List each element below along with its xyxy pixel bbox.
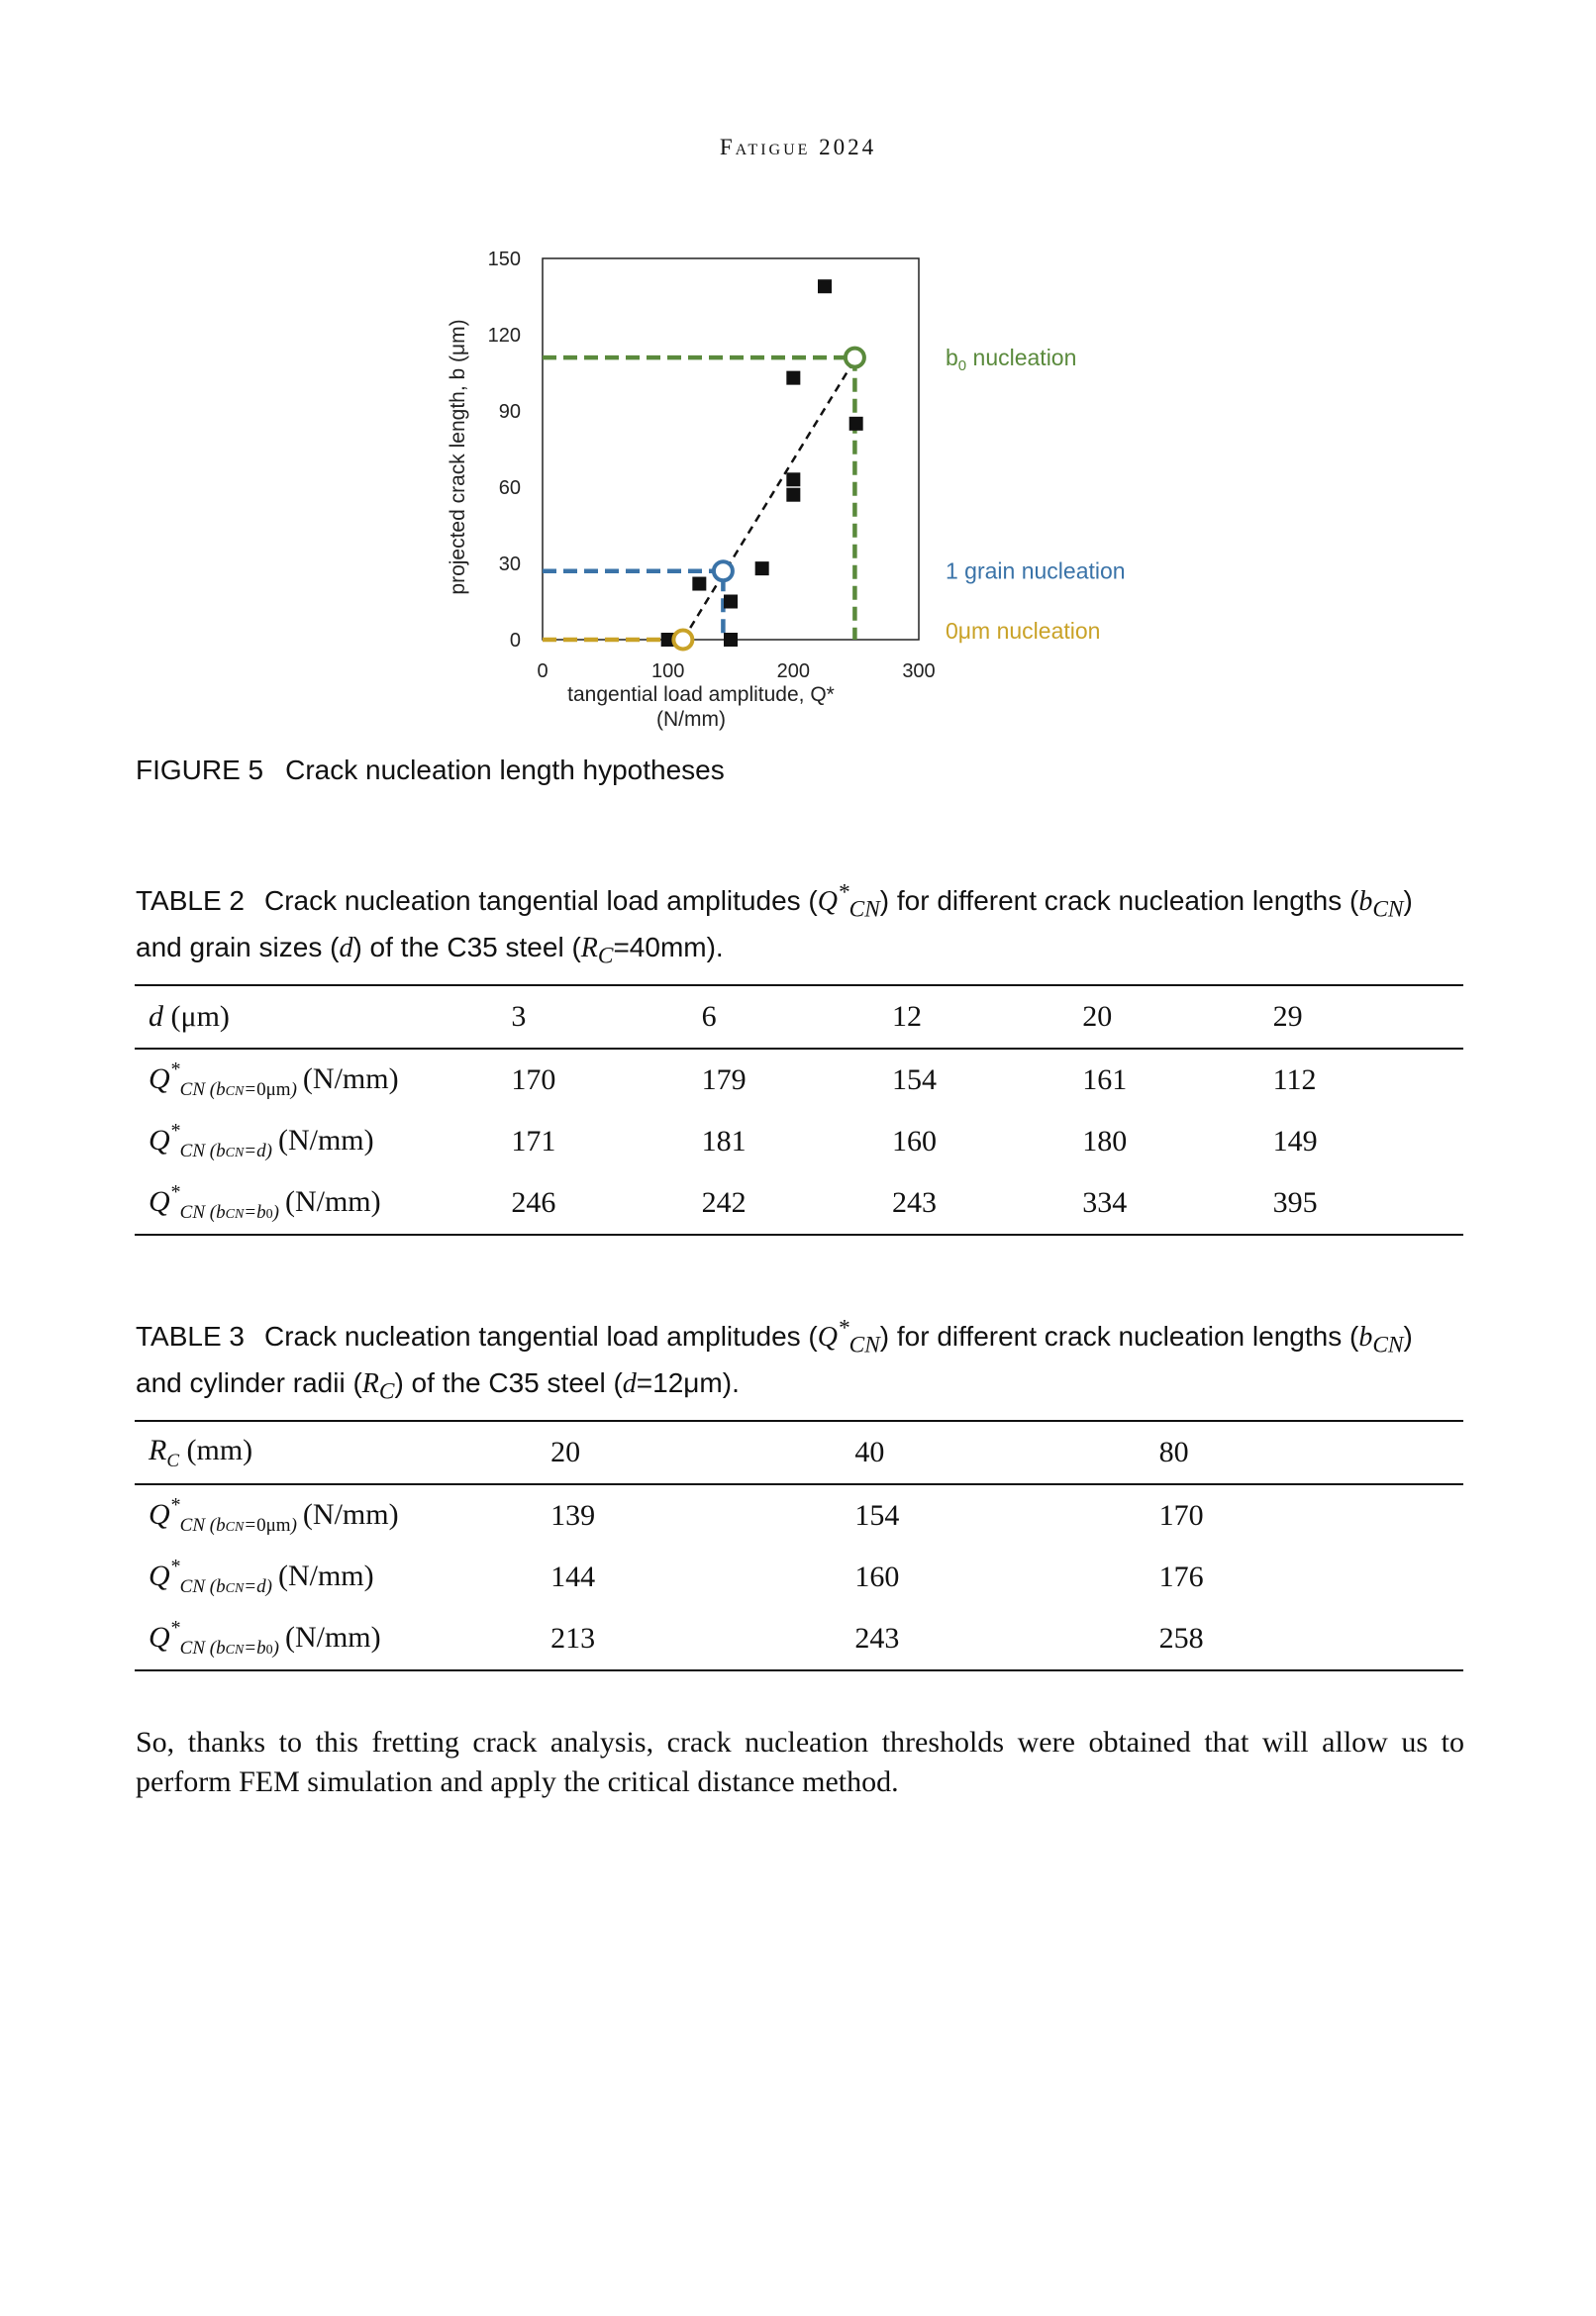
table-2-caption (136, 875, 1462, 975)
data-point (724, 595, 738, 609)
table-cell: 242 (702, 1172, 892, 1235)
table-header-cell: 3 (511, 985, 701, 1049)
trend-line (683, 357, 856, 640)
table-cell: 112 (1272, 1063, 1317, 1096)
table-row-label: $Q^*_{CN (bCN=d)}$ (N/mm) (149, 1555, 374, 1597)
data-point (786, 472, 800, 486)
y-tick-label: 0 (509, 630, 521, 652)
data-point (786, 371, 800, 385)
table-cell: 179 (701, 1063, 747, 1096)
table-row (135, 1547, 1463, 1608)
table-row (135, 1484, 1463, 1547)
table-cell: 181 (701, 1125, 747, 1158)
table-3 (135, 1420, 1463, 1671)
annotation-1-grain-nucleation: 1 grain nucleation (946, 557, 1126, 584)
y-axis-title: projected crack length, b (μm) (447, 319, 469, 595)
x-tick-label: 0 (537, 660, 549, 682)
table-cell: 258 (1159, 1608, 1463, 1670)
table-cell: 334 (1082, 1172, 1272, 1235)
y-tick-label: 150 (487, 249, 521, 270)
table-row (135, 1608, 1463, 1670)
closing-paragraph: So, thanks to this fretting crack analysis, crack nucleation thresholds were obtained that will allow us to perform FEM simulation and apply the critical distance method. (136, 1726, 1464, 1798)
table-header-row (135, 1421, 1463, 1484)
table-cell: 180 (1082, 1125, 1128, 1158)
y-tick-label: 30 (498, 554, 521, 575)
table-cell: 243 (854, 1608, 1158, 1670)
table-header-label: $R_C$ (mm) (135, 1421, 550, 1484)
table-row-label: $Q^*_{CN (bCN=b0)}$ (N/mm) (135, 1172, 511, 1235)
table-cell: 246 (511, 1172, 701, 1235)
hypothesis-marker (846, 349, 864, 367)
x-axis-title-line2: (N/mm) (656, 708, 726, 731)
table-3-caption-number: TABLE 3 (136, 1321, 245, 1353)
table-header-cell: 40 (854, 1421, 1158, 1484)
table-cell: 139 (550, 1499, 596, 1532)
annotation-b0-nucleation: $b_0$ nucleation (946, 345, 1077, 375)
hypothesis-marker (714, 561, 733, 580)
table-header-cell: 6 (702, 985, 892, 1049)
table-row (135, 1049, 1463, 1111)
table-row (135, 1111, 1463, 1172)
table-row-label: $Q^*_{CN (bCN=d)}$ (N/mm) (149, 1119, 374, 1161)
figure-caption-number: FIGURE 5 (136, 755, 264, 785)
table-row (135, 1172, 1463, 1235)
data-point (692, 577, 706, 591)
scatter-plot (436, 233, 1188, 748)
table-header-row (135, 985, 1463, 1049)
table-cell: 395 (1273, 1172, 1463, 1235)
table-cell: 171 (511, 1125, 556, 1158)
data-point (724, 633, 738, 647)
data-point (849, 417, 863, 431)
plot-frame (543, 258, 919, 640)
table-header-cell: 80 (1159, 1421, 1463, 1484)
table-cell: 154 (891, 1063, 937, 1096)
table-header-label: d (μm) (135, 985, 511, 1049)
table-cell: 161 (1082, 1063, 1128, 1096)
table-row-label: $Q^*_{CN (bCN=0\mu m)}$ (N/mm) (149, 1493, 399, 1536)
data-point (786, 488, 800, 502)
table-cell: 170 (1158, 1499, 1204, 1532)
figure-5-chart (436, 233, 1188, 748)
x-axis-title-line1: tangential load amplitude, Q* (567, 683, 835, 706)
table-cell: 160 (891, 1125, 937, 1158)
x-tick-label: 200 (776, 660, 811, 682)
table-header-cell: 20 (1082, 985, 1272, 1049)
table-header-cell: 29 (1273, 985, 1463, 1049)
table-2-caption-number: TABLE 2 (136, 885, 245, 917)
data-point (755, 561, 769, 575)
table-cell: 149 (1272, 1125, 1318, 1158)
y-tick-label: 60 (498, 477, 521, 499)
table-row-label: $Q^*_{CN (bCN=b0)}$ (N/mm) (135, 1608, 550, 1670)
figure-caption-text: Crack nucleation length hypotheses (285, 755, 725, 785)
table-cell: 213 (550, 1608, 854, 1670)
table-cell: 154 (854, 1499, 900, 1532)
table-3-caption (136, 1311, 1462, 1411)
table-cell: 243 (892, 1172, 1082, 1235)
table-2-caption-text: Crack nucleation tangential load amplitudes $(Q^*_{CN})$ for different crack nucleation lengths $(b_{CN})$ and grain sizes (d) of the C35 steel $(R_C=40mm)$. (136, 880, 1413, 969)
table-cell: 144 (550, 1561, 596, 1593)
table-2 (135, 984, 1463, 1236)
data-point (818, 279, 832, 293)
table-3-caption-text: Crack nucleation tangential load amplitudes $(Q^*_{CN})$ for different crack nucleation lengths $(b_{CN})$ and cylinder radii $(R_C)$ of the C35 steel (d=12μm). (136, 1316, 1413, 1405)
figure-caption (136, 755, 725, 786)
annotation-0um-nucleation: 0μm nucleation (946, 618, 1101, 644)
hypothesis-guide-line (543, 357, 854, 640)
y-tick-label: 120 (487, 325, 521, 347)
table-row-label: $Q^*_{CN (bCN=0\mu m)}$ (N/mm) (149, 1057, 399, 1100)
table-cell: 170 (511, 1063, 556, 1096)
x-tick-label: 100 (650, 660, 685, 682)
table-header-cell: 12 (892, 985, 1082, 1049)
y-tick-label: 90 (498, 401, 521, 423)
running-header: Fatigue 2024 (719, 135, 877, 159)
table-cell: 176 (1158, 1561, 1204, 1593)
x-tick-label: 300 (902, 660, 936, 682)
hypothesis-marker (673, 631, 692, 650)
table-header-cell: 20 (550, 1421, 854, 1484)
table-cell: 160 (854, 1561, 900, 1593)
